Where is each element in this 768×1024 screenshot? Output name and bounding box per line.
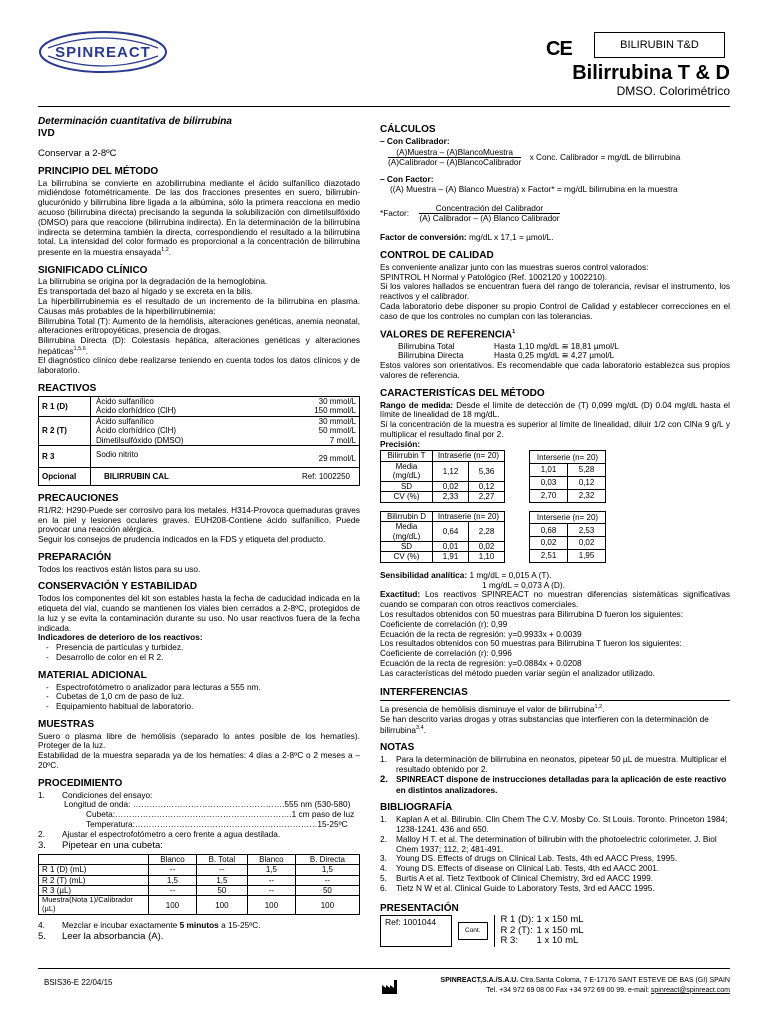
table-row: R 1 (D) (mL) -- -- 1,5 1,5 <box>39 865 360 875</box>
biblio-item: 1. Kaplan A et al. Bilirubin. Clin Chem The C.V. Mosby Co. St Louis. Toronto. Princeton 1984; 1238-1241. 436 and 650. <box>380 814 728 835</box>
page-title: Bilirrubina T & D <box>572 62 730 84</box>
procedimiento-heading: PROCEDIMIENTO <box>38 777 123 789</box>
reactivo-cell: Ácido sulfanílico 30 mmol/L Ácido clorhídrico (ClH) 50 mmol/L Dimetilsulfóxido (DMSO) 7 mol/L <box>91 416 360 445</box>
page-subtitle: DMSO. Colorimétrico <box>616 84 730 98</box>
ce-mark: CE <box>546 38 572 60</box>
list-item: - Cubetas de 1,0 cm de paso de luz. <box>38 692 360 702</box>
presentacion-heading: PRESENTACIÓN <box>380 902 459 914</box>
precision-heading: Precisión: <box>380 438 421 449</box>
ivd-label: IVD <box>38 127 55 139</box>
table-row: R 2 (T) (mL) 1,5 1,5 -- -- <box>39 875 360 885</box>
proc-step-2: 2. Ajustar el espectrofotómetro a cero frente a agua destilada. <box>38 828 281 839</box>
table-row: Muestra(Nota 1)/Calibrador (µL) 100 100 100 100 <box>39 896 360 915</box>
notas-heading: NOTAS <box>380 742 415 754</box>
list-item: - Desarrollo de color en el R 2. <box>38 653 360 663</box>
reactivo-code: R 2 (T) <box>39 416 91 445</box>
biblio-item: 6. Tietz N W et al. Clinical Guide to Laboratory Tests, 3rd ed AACC 1995. <box>380 882 655 893</box>
proc-step-4: 4. Mezclar e incubar exactamente 5 minutos a 15-25ºC. <box>38 920 261 931</box>
opcional-code: Opcional <box>39 467 91 485</box>
ref-row: Bilirrubina Directa Hasta 0,25 mg/dL ≅ 4,27 µmol/L <box>398 350 615 361</box>
precauciones-text: R1/R2: H290-Puede ser corrosivo para los metales. H314-Provoca quemaduras graves en la piel y lesiones oculares graves. EUH208-Contiene ácido sulfanílico. Puede provocar una reacción alérgica. <box>38 504 360 535</box>
table-row: CV (%) 2,33 2,27 <box>381 492 505 502</box>
opcional-cell: BILIRRUBIN CAL Ref: 1002250 <box>91 467 360 485</box>
muestras-heading: MUESTRAS <box>38 718 95 730</box>
pres-contents: R 1 (D): 1 x 150 mL R 2 (T): 1 x 150 mL R 3: 1 x 10 mL <box>494 915 590 946</box>
precision-table-d <box>380 511 730 563</box>
storage-text: Conservar a 2-8ºC <box>38 147 117 159</box>
muestras-text-2: Estabilidad de la muestra separada ya de los hematíes: 4 días a 2-8ºC o 2 meses a –20ºC. <box>38 750 360 771</box>
reactivo-cell: Ácido sulfanílico 30 mmol/L Ácido clorhídrico (ClH) 150 mmol/L <box>91 396 360 416</box>
biblio-item: 2. Malloy H T. et al. The determination of bilirubin with the photoelectric colorimeter. J. Biol Chem 1937; 112, 2; 481-491. <box>380 833 717 854</box>
reactivos-heading: REACTIVOS <box>38 382 97 394</box>
table-row: R 3 (µL) -- 50 -- 50 <box>39 886 360 896</box>
conservacion-text: Todos los componentes del kit son estables hasta la fecha de caducidad indicada en la etiqueta del vial, cuando se mantienen los viales bien cerrados a 2-8ºC, protegidos de la luz y se evita la contaminación durante su uso. No usar reactivos fuera de la fecha indicada. <box>38 593 360 633</box>
exact-line: Coeficiente de correlación (r): 0,99 <box>380 618 508 629</box>
table-row: 1,01 5,28 <box>530 464 606 477</box>
table-row: Bilirrubin T Intraserie (n= 20) <box>381 451 505 461</box>
caracteristicas-heading: CARACTERISTÍCAS DEL MÉTODO <box>380 387 545 399</box>
factory-icon <box>382 980 398 994</box>
nota-2: 2. SPINREACT dispone de instrucciones detalladas para la aplicación de este reactivo en distintos analizadores. <box>380 774 727 795</box>
conversion-text: Factor de conversión: mg/dL x 17,1 = µmol/L. <box>380 232 554 243</box>
exact-line: Ecuación de la recta de regresión: y=0.0884x + 0.0208 <box>380 657 582 668</box>
table-row: 2,51 1,95 <box>530 550 606 563</box>
clinico-line-3: La hiperbilirrubinemia es el resultado de un incremento de la bilirrubina en plasma. Causas más probables de la hiperbilirrubinemia: <box>38 295 360 316</box>
interferencias-heading: INTERFERENCIAS <box>380 687 468 699</box>
table-row: Blanco B. Total Blanco B. Directa <box>39 854 360 864</box>
preparacion-heading: PREPARACIÓN <box>38 551 112 563</box>
clinico-line-5: Bilirrubina Directa (D): Colestasis hepática, alteraciones genéticas y alteraciones hepáticas$^{1,5,6}$. <box>38 335 360 356</box>
table-row <box>39 467 360 485</box>
control-text-1: Es conveniente analizar junto con las muestras sueros control valorados: <box>380 261 649 272</box>
brand-text: SPINREACT <box>55 44 151 61</box>
calculos-heading: CÁLCULOS <box>380 124 436 135</box>
table-row <box>39 416 360 445</box>
table-row <box>39 445 360 467</box>
principio-heading: PRINCIPIO DEL MÉTODO <box>38 165 159 177</box>
rango-text: Rango de medida: Desde el límite de detección de (T) 0,099 mg/dL (D) 0.04 mg/dL hasta el límite de linealidad de 18 mg/dL. <box>380 399 730 420</box>
exact-line: Los resultados obtenidos con 50 muestras para Bilirrubina D fueron los siguientes: <box>380 608 684 619</box>
referencia-heading: VALORES DE REFERENCIA$^1$ <box>380 328 516 340</box>
exact-line: Los resultados obtenidos con 50 muestras para Bilirrubina T fueron los siguientes: <box>380 638 682 649</box>
interf-text-1: La presencia de hemólisis disminuye el valor de bilirrubina$^{1,2}$. <box>380 704 605 715</box>
reactivos-table <box>38 396 360 486</box>
clinico-line-4: Bilirrubina Total (T): Aumento de la hemólisis, alteraciones genéticas, anemia neonatal, alteraciones eritropoyéticas, presencia de drogas. <box>38 315 360 336</box>
table-row: 0,68 2,53 <box>530 524 606 537</box>
document-code: BSIS36-E 22/04/15 <box>44 978 113 987</box>
spinreact-logo <box>38 30 168 74</box>
indicadores-heading: Indicadores de deterioro de los reactivos: <box>38 632 203 643</box>
biblio-item: 5. Burtis A et al. Tietz Textbook of Clinical Chemistry, 3rd ed AACC 1999. <box>380 872 654 883</box>
table-row: CV (%) 1,91 1,10 <box>381 552 505 562</box>
table-row: 0,02 0,02 <box>530 537 606 550</box>
list-item: - Presencia de partículas y turbidez. <box>38 643 360 653</box>
proc-temp: Temperatura:…………………………………………………………15-25ºC <box>86 818 348 829</box>
proc-step-3: 3. Pipetear en una cubeta: <box>38 839 163 851</box>
precision-table-t <box>380 450 730 502</box>
table-row: Interserie (n= 20) <box>530 451 606 464</box>
proc-cubeta: Cubeta:……………………………………………………….1 cm paso de luz <box>86 809 355 820</box>
principio-text: La bilirrubina se convierte en azobilirrubina mediante el ácido sulfanílico diazotado midiéndose fotométricamente. De las dos fracciones presentes en suero, bilirrubin-glucurónido y bilirrubina libre ligada a la albúmina, sólo la primera reacciona en medio acuoso (bilirrubina directa) precisando la segunda la solubilización con dimetilsulfóxido (DMSO) para que reaccione (bilirrubina indirecta). En la determinación de la bilirrubina indirecta se determina también la directa, correspondiendo el resultado a la bilirrubina total. La intensidad del color formado es proporcional a la concentración de bilirrubina presente en la muestra ensayada$^{1,2}$. <box>38 177 360 257</box>
table-row: 0,03 0,12 <box>530 477 606 490</box>
table-row: Interserie (n= 20) <box>530 511 606 524</box>
exact-line: Las características del método pueden variar según el analizador utilizado. <box>380 667 655 678</box>
list-item: - Espectrofotómetro o analizador para lecturas a 555 nm. <box>38 683 360 693</box>
clinico-line-1: La bilirrubina se origina por la degradación de la hemoglobina. <box>38 276 268 287</box>
clinico-heading: SIGNIFICADO CLÍNICO <box>38 264 148 276</box>
reactivo-code: R 3 <box>39 445 91 467</box>
control-text-4: Cada laboratorio debe disponer su propio Control de Calidad y establecer correcciones en el caso de que los controles no cumplan con las tolerancias. <box>380 300 730 321</box>
calc-cal-formula: $\frac{\text{(A)Muestra – (A)BlancoMuestra}}{\text{(A)Calibrador – (A)BlancoCalibrador}}$ x Conc. Calibrador = mg/dL de bilirrubina <box>388 146 681 168</box>
bibliografia-heading: BIBLIOGRAFÍA <box>380 802 453 814</box>
conservacion-heading: CONSERVACIÓN Y ESTABILIDAD <box>38 581 198 593</box>
calc-fac-heading: – Con Factor: <box>380 174 434 185</box>
nota-1: 1. Para la determinación de bilirrubina en neonatos, pipetear 50 µL de muestra. Multiplicar el resultado obtenido por 2. <box>380 753 727 774</box>
header-divider <box>38 106 730 107</box>
proc-onda: Longitud de onda: ……………………………………………….555 nm (530-580) <box>64 799 351 810</box>
right-column <box>380 124 730 947</box>
calc-cal-heading: – Con Calibrador: <box>380 135 450 146</box>
interf-rule <box>380 700 730 701</box>
pres-cont: Cont. <box>458 922 488 940</box>
sensibilidad-text-2: 1 mg/dL = 0,073 A (D). <box>482 579 565 590</box>
table-row <box>39 396 360 416</box>
footer-divider <box>38 968 730 969</box>
footer-address: SPINREACT,S.A./S.A.U. Ctra.Santa Coloma, 7 E-17176 SANT ESTEVE DE BAS (GI) SPAIN Tel. +34 972 69 08 00 Fax +34 972 69 00 99. e-mail: spinreact@spinreact.com <box>440 977 730 994</box>
table-row: Media (mg/dL) 0,64 2,28 <box>381 522 505 542</box>
email-link[interactable]: spinreact@spinreact.com <box>650 986 730 994</box>
proc-step-1: 1. Condiciones del ensayo: <box>38 789 153 800</box>
interf-text-2: Se han descrito varias drogas y otras substancias que interfieren con la determinación de bilirrubina$^{3,4}$. <box>380 713 709 735</box>
biblio-item: 4. Young DS. Effects of disease on Clinical Lab. Tests, 4th ed AACC 2001. <box>380 863 660 874</box>
biblio-item: 3. Young DS. Effects of drugs on Clinical Lab. Tests, 4th ed AACC Press, 1995. <box>380 853 678 864</box>
proc-step-5: 5. Leer la absorbancia (A). <box>38 930 164 942</box>
ref-row: Bilirrubina Total Hasta 1,10 mg/dL ≅ 18,81 µmol/L <box>398 340 619 351</box>
factor-formula: *Factor: $\frac{\text{Concentración del Calibrador}}{\text{(A) Calibrador – (A) Blanco Calibrador}}$ <box>380 202 560 224</box>
reactivo-cell: Sodio nitrito 29 mmol/L <box>91 445 360 467</box>
table-row: SD 0,01 0,02 <box>381 541 505 551</box>
rango-text-2: Si la concentración de la muestra es superior al límite de linealidad, diluir 1/2 con ClNa 9 g/L y multiplicar el resultado final por 2. <box>380 419 730 439</box>
ref-note: Estos valores son orientativos. Es recomendable que cada laboratorio establezca sus propios valores de referencia. <box>380 360 730 380</box>
pres-ref: Ref: 1001044 <box>380 915 452 946</box>
muestras-text: Suero o plasma libre de hemólisis (separado lo antes posible de los hematíes). Proteger de la luz. <box>38 730 360 751</box>
control-text-2: SPINTROL H Normal y Patológico (Ref. 1002120 y 1002210). <box>380 271 608 282</box>
product-code-box: BILIRUBIN T&D <box>594 32 725 58</box>
clinico-line-2: Es transportada del bazo al hígado y se excreta en la bilis. <box>38 286 253 297</box>
exact-line: Ecuación de la recta de regresión: y=0.9933x + 0.0039 <box>380 628 582 639</box>
preparacion-text: Todos los reactivos están listos para su uso. <box>38 563 201 574</box>
table-row: 2,70 2,32 <box>530 489 606 502</box>
exactitud-text: Exactitud: Los reactivos SPINREACT no muestran diferencias sistemáticas significativas cuando se comparan con otros reactivos comerciales. <box>380 589 730 610</box>
intro-title: Determinación cuantitativa de bilirrubina <box>38 116 232 127</box>
list-item: - Equipamiento habitual de laboratorio. <box>38 702 360 712</box>
clinico-line-6: El diagnóstico clínico debe realizarse teniendo en cuenta todos los datos clínicos y de laboratorio. <box>38 355 360 376</box>
reactivo-code: R 1 (D) <box>39 396 91 416</box>
sensibilidad-text: Sensibilidad analítica: 1 mg/dL = 0,015 A (T). <box>380 569 552 580</box>
table-row: SD 0,02 0,12 <box>381 481 505 491</box>
precauciones-text-2: Seguir los consejos de prudencia indicados en la FDS y etiqueta del producto. <box>38 534 326 545</box>
table-row: Bilirrubin D Intraserie (n= 20) <box>381 511 505 521</box>
control-heading: CONTROL DE CALIDAD <box>380 250 494 262</box>
table-row: Media (mg/dL) 1,12 5,36 <box>381 461 505 481</box>
calc-fac-formula: ((A) Muestra – (A) Blanco Muestra) x Factor* = mg/dL bilirrubina en la muestra <box>390 183 678 194</box>
exact-line: Coeficiente de correlación (r): 0,996 <box>380 648 512 659</box>
presentacion-table <box>380 915 730 946</box>
material-heading: MATERIAL ADICIONAL <box>38 669 147 681</box>
precauciones-heading: PRECAUCIONES <box>38 492 119 504</box>
procedure-table <box>38 854 360 915</box>
control-text-3: Si los valores hallados se encuentran fuera del rango de tolerancia, revisar el instrumento, los reactivos y el calibrador. <box>380 281 730 302</box>
left-column <box>38 116 360 942</box>
